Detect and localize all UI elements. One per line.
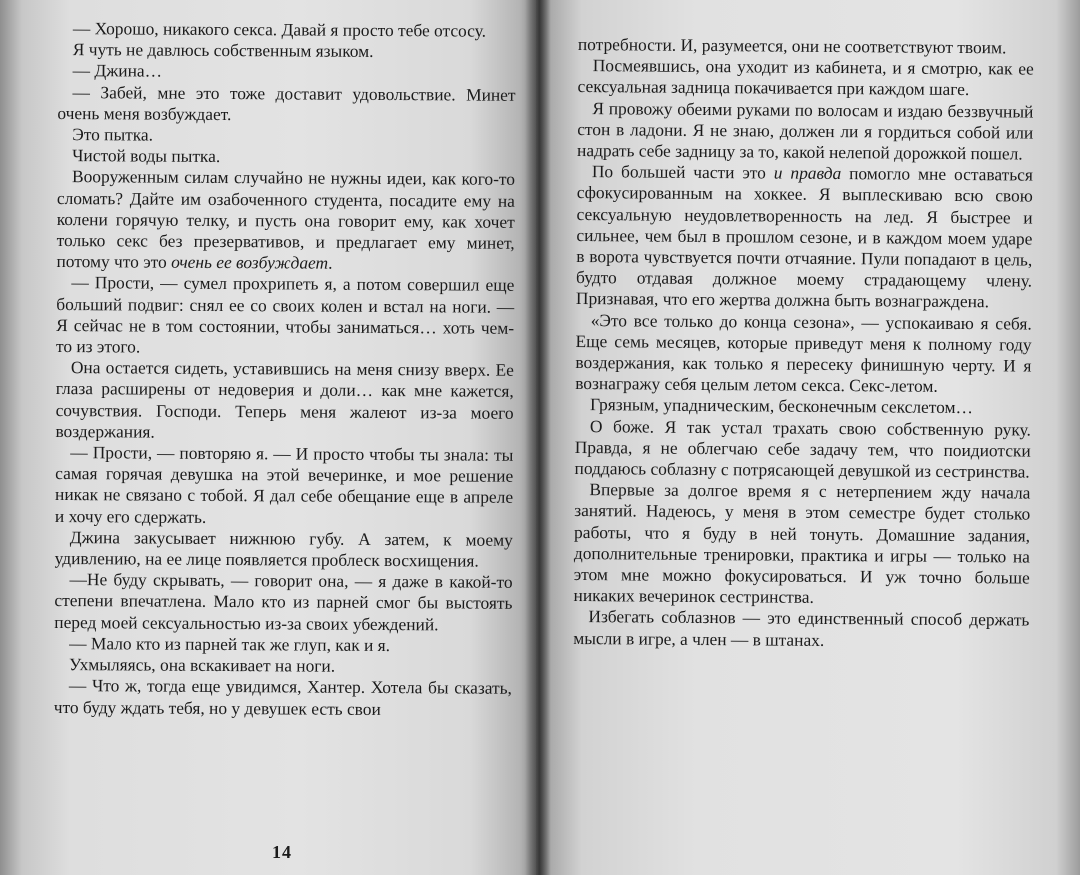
paragraph (576, 161, 1033, 313)
paragraph (574, 479, 1031, 610)
paragraph-text: —Не буду скрывать, — говорит она, — я даже в какой-то степени впечатлена. Мало кто из парней смог бы выстоять перед моей сексуальностью из-за своих убеждений. (54, 569, 513, 635)
paragraph (56, 166, 515, 275)
paragraph-text: — Хорошо, никакого секса. Давай я просто тебе отсосу. (72, 18, 487, 41)
paragraph-text-tail: . (328, 252, 333, 273)
paragraph-text: Это пытка. (72, 124, 154, 145)
paragraph-text: потребности. И, разумеется, они не соответствуют твоим. (577, 34, 1007, 58)
right-page (536, 0, 1080, 875)
paragraph-text: — Джина… (72, 60, 163, 82)
paragraph-text: Посмеявшись, она уходит из кабинета, и я смотрю, как ее сексуальная задница покачивается при каждом шаге. (577, 55, 1034, 100)
paragraph-text: Избегать соблазнов — это единственный способ держать мысли в игре, а член — в штанах. (573, 606, 1030, 650)
left-page-text (54, 18, 516, 720)
right-page-text (573, 34, 1034, 652)
paragraph-text: «Это все только до конца сезона», — успокаиваю я себя. Еще семь месяцев, которые приведут меня к полному году воздержания, как только я пересеку финишную черту. И я вознагражу себя целым летом секса. Секс-летом. (575, 309, 1032, 397)
page-number: 14 (272, 842, 292, 862)
paragraph (57, 145, 515, 169)
paragraph-text: — Прости, — сумел прохрипеть я, а потом совершил еще больший подвиг: снял ее со своих колен и встал на ноги. — Я сейчас не в том состоянии, чтобы заниматься… хоть чем-то из этого. (55, 272, 515, 357)
paragraph (578, 55, 1034, 101)
paragraph-text: — Мало кто из парней так же глуп, как и я. (69, 632, 391, 655)
paragraph-text: — Что ж, тогда еще увидимся, Хантер. Хотела бы сказать, что буду ждать тебя, но у девушек есть свои (53, 675, 512, 719)
paragraph-text: Ухмыляясь, она вскакивает на ноги. (68, 654, 336, 676)
emphasis-text: и правда (773, 162, 842, 184)
paragraph-text: Она остается сидеть, уставившись на меня снизу вверх. Ее глаза расширены от недоверия и доли… как мне кажется, сочувствия. Господи. Теперь меня жалеют из-за моего воздержания. (55, 357, 514, 442)
paragraph-text: Вооруженным силам случайно не нужны идеи, как кого-то сломать? Дайте им озабоченного студента, посадите ему на колени горячую телку, и пусть она говорит ему, как хочет только секс без презервативов, и предлагает ему минет, потому что это (56, 166, 516, 272)
paragraph-text: Джина закусывает нижнюю губу. А затем, к моему удивлению, на ее лице появляется проблеск восхищения. (54, 526, 513, 571)
paragraph (575, 416, 1031, 483)
paragraph (55, 357, 514, 445)
paragraph-text: О боже. Я так устал трахать свою собственную руку. Правда, я не облегчаю себе задачу тем, что поидиотски поддаюсь соблазну с потрясающей девушкой из сестринства. (574, 415, 1031, 482)
left-page (0, 0, 538, 875)
paragraph (55, 527, 513, 572)
paragraph (57, 124, 515, 148)
paragraph-text: Я провожу обеими руками по волосам и издаю беззвучный стон в ладони. Я не знаю, должен ли я гордиться собой или надрать себе задницу за то, какой нелепой дорожкой пошел. (577, 97, 1034, 164)
paragraph (58, 18, 516, 42)
paragraph-text: — Прости, — повторяю я. — И просто чтобы ты знала: ты самая горячая девушка на этой вечеринке, и мое решение никак не связано с тобой. Я дал себе обещание еще в апреле и хочу его сдержать. (54, 442, 514, 527)
paragraph (54, 675, 512, 720)
paragraph-text: — Забей, мне это тоже доставит удовольствие. Минет очень меня возбуждает. (57, 81, 516, 124)
paragraph (54, 633, 512, 657)
paragraph (575, 310, 1032, 398)
paragraph (58, 60, 516, 84)
paragraph-text-tail: помогло мне оставаться сфокусированным на хоккее. Я выплескиваю всю свою сексуальную неудовлетворенность на лед. Я быстрее и сильнее, чем был в прошлом сезоне, и в каждом моем ударе в ворота чувствуется почти отчаяние. Пули попадают в цель, будто отдавая должное моему страдающему члену. Признавая, что его жертва должна быть вознаграждена. (575, 163, 1033, 312)
emphasis-text: очень ее возбуждает (171, 251, 329, 273)
paragraph (577, 98, 1033, 165)
paragraph (54, 654, 512, 678)
paragraph (56, 272, 515, 360)
paragraph (57, 82, 515, 127)
paragraph (58, 39, 516, 63)
paragraph-text: Я чуть не давлюсь собственным языком. (72, 39, 374, 62)
paragraph-text: Грязным, упадническим, бесконечным секслетом… (590, 394, 973, 418)
paragraph (54, 569, 512, 635)
paragraph (573, 606, 1029, 652)
paragraph-text: Чистой воды пытка. (72, 145, 221, 167)
paragraph-text: Впервые за долгое время я с нетерпением жду начала занятий. Надеюсь, у меня в этом семестре будет столько работы, что я буду в ней тонуть. Домашние задания, дополнительные тренировки, практика и игры — только на этом мне можно фокусироваться. И уж точно больше никаких вечеринок сестринства. (573, 479, 1031, 608)
paragraph-text: По большей части это (591, 161, 774, 183)
paragraph (55, 442, 514, 530)
